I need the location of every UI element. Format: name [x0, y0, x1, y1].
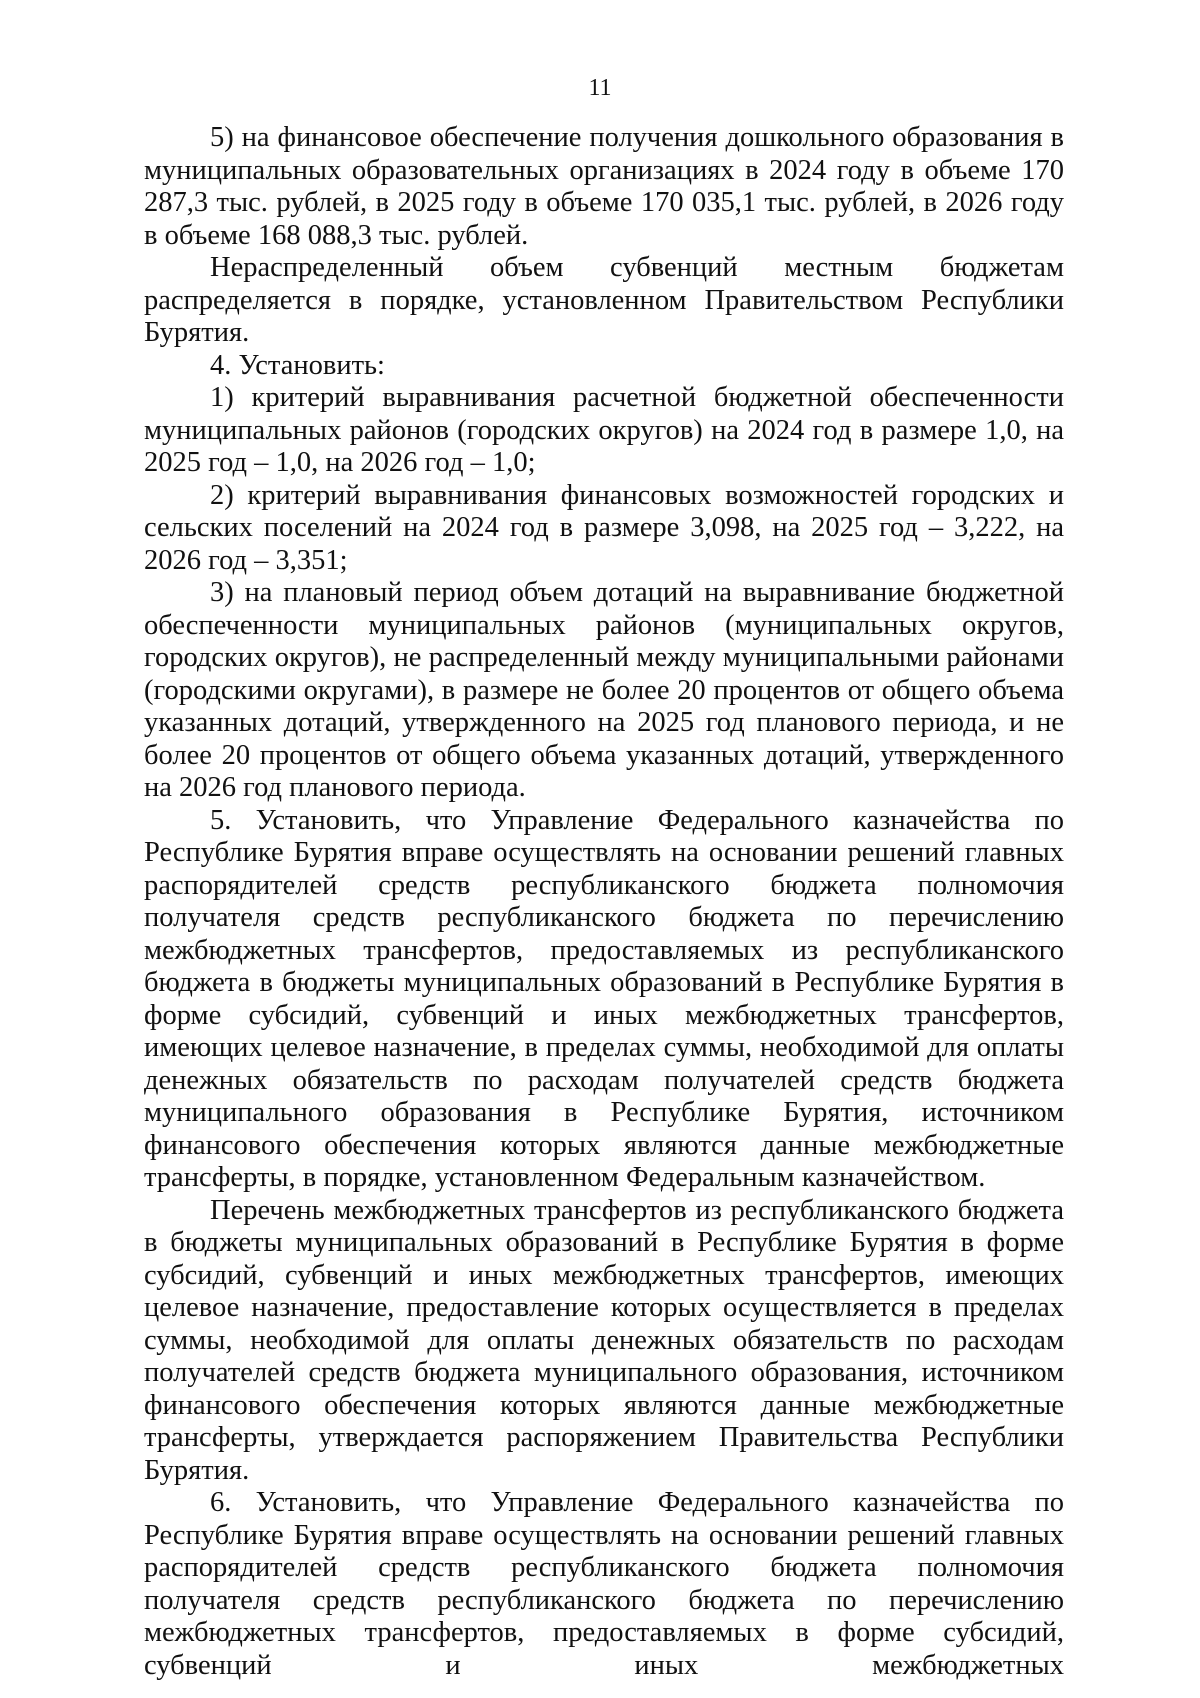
paragraph-4-establish: 4. Установить: — [210, 349, 385, 381]
paragraph-5-treasury-authority: 5. Установить, что Управление Федерального казначейства по Республике Бурятия вправе осуществлять на основании решений главных распорядителей средств республиканского бюджета полномочия получателя средств республиканского бюджета по перечислению межбюджетных трансфертов, предоставляемых из республиканского бюджета в бюджеты муниципальных образований в Республике Бурятия в форме субсидий, субвенций и иных межбюджетных трансфертов, имеющих целевое назначение, в пределах суммы, необходимой для оплаты денежных обязательств по расходам получателей средств бюджета муниципального образования в Республике Бурятия, источником финансового обеспечения которых являются данные межбюджетные трансферты, в порядке, установленном Федеральным казначейством. — [144, 804, 1064, 1193]
paragraph-4-2-equalization-criterion: 2) критерий выравнивания финансовых возможностей городских и сельских поселений на 2024 год в размере 3,098, на 2025 год – 3,222, на 2026 год – 3,351; — [144, 479, 1064, 576]
paragraph-4-3-planning-period-grants: 3) на плановый период объем дотаций на выравнивание бюджетной обеспеченности муниципальных районов (муниципальных округов, городских округов), не распределенный между муниципальными районами (городскими округами), в размере не более 20 процентов от общего объема указанных дотаций, утвержденного на 2025 год планового периода, и не более 20 процентов от общего объема указанных дотаций, утвержденного на 2026 год планового периода. — [144, 577, 1064, 803]
paragraph-5-preschool-funding: 5) на финансовое обеспечение получения дошкольного образования в муниципальных образовательных организациях в 2024 году в объеме 170 287,3 тыс. рублей, в 2025 году в объеме 170 035,1 тыс. рублей, в 2026 году в объеме 168 088,3 тыс. рублей. — [144, 122, 1064, 251]
paragraph-6-treasury-authority: 6. Установить, что Управление Федерального казначейства по Республике Бурятия вправе осуществлять на основании решений главных распорядителей средств республиканского бюджета полномочия получателя средств республиканского бюджета по перечислению межбюджетных трансфертов, предоставляемых в форме субсидий, субвенций и иных межбюджетных — [144, 1487, 1064, 1681]
paragraph-unallocated-subventions: Нераспределенный объем субвенций местным бюджетам распределяется в порядке, установленном Правительством Республики Бурятия. — [144, 252, 1064, 348]
paragraph-transfers-list: Перечень межбюджетных трансфертов из республиканского бюджета в бюджеты муниципальных образований в Республике Бурятия в форме субсидий, субвенций и иных межбюджетных трансфертов, имеющих целевое назначение, предоставление которых осуществляется в пределах суммы, необходимой для оплаты денежных обязательств по расходам получателей средств бюджета муниципального образования, источником финансового обеспечения которых являются данные межбюджетные трансферты, утверждается распоряжением Правительства Республики Бурятия. — [144, 1194, 1064, 1486]
paragraph-4-1-equalization-criterion: 1) критерий выравнивания расчетной бюджетной обеспеченности муниципальных районов (городских округов) на 2024 год в размере 1,0, на 2025 год – 1,0, на 2026 год – 1,0; — [144, 382, 1064, 478]
document-body — [144, 122, 1064, 1682]
page-number: 11 — [588, 75, 612, 101]
